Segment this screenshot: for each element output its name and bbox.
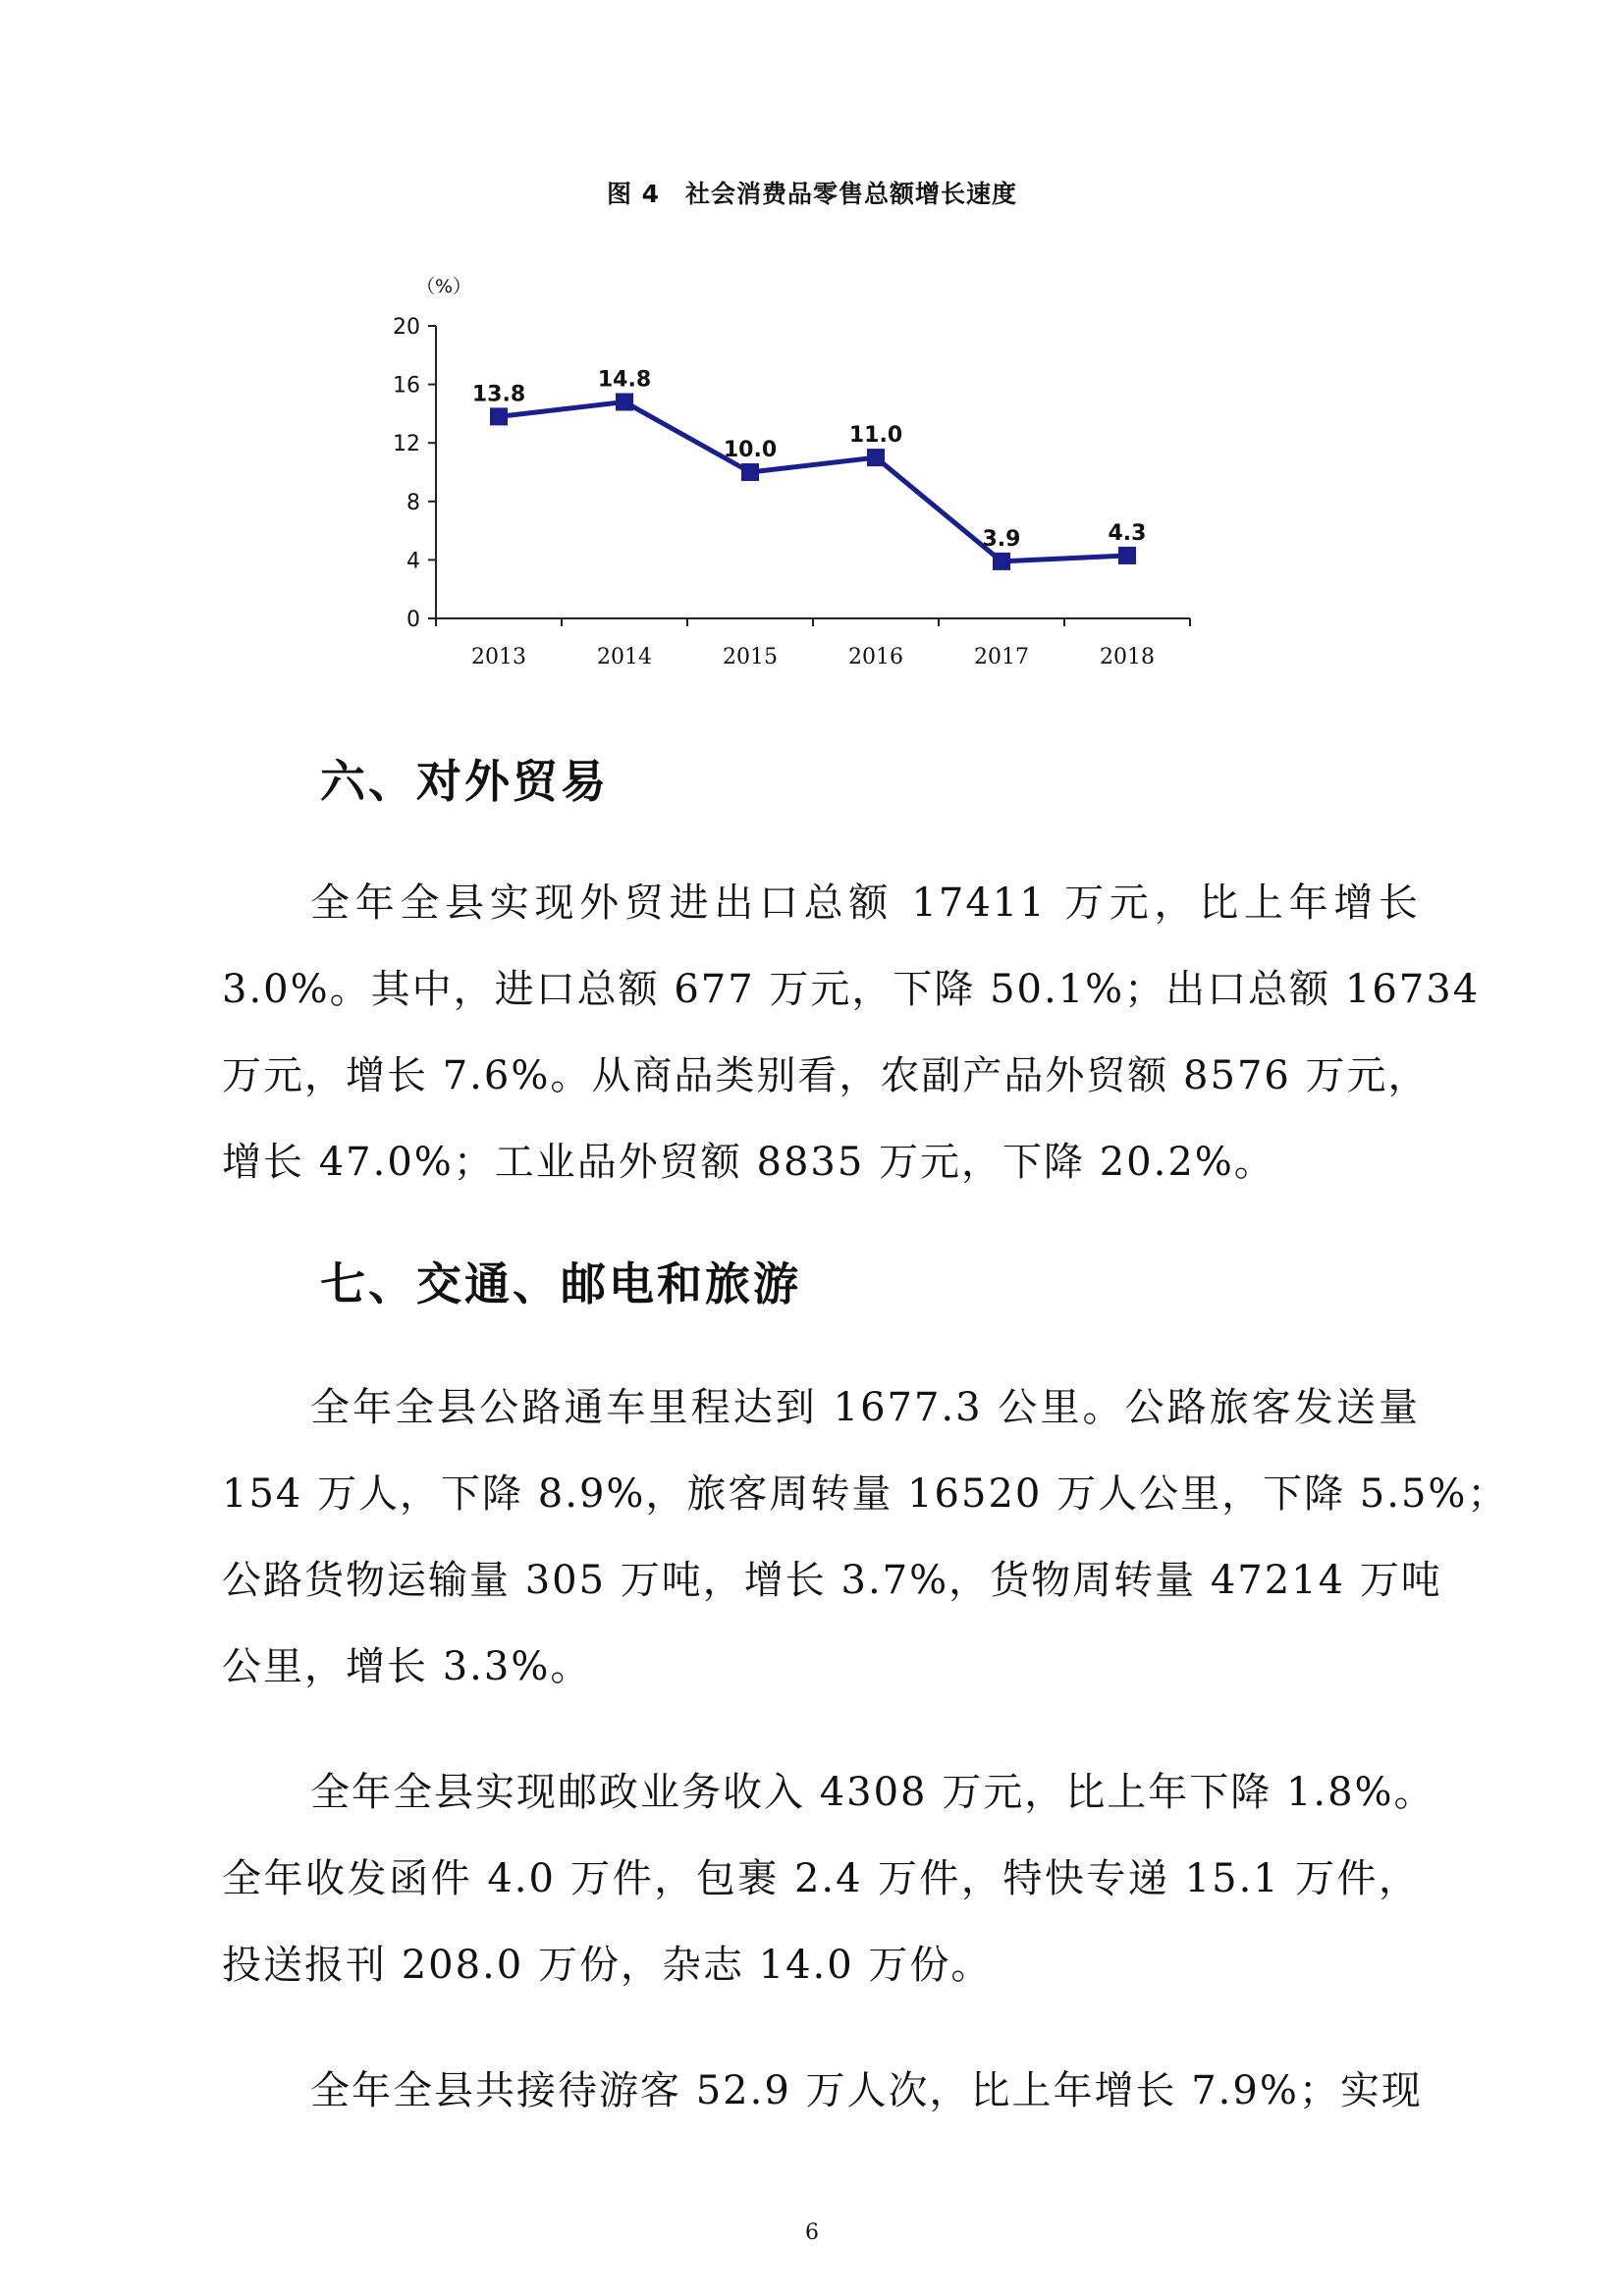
x-tick-label: 2018 <box>1100 645 1155 669</box>
x-tick-label: 2015 <box>723 645 778 669</box>
x-tick-label: 2014 <box>597 645 652 669</box>
paragraph-line: 公路货物运输量 305 万吨，增长 3.7%，货物周转量 47214 万吨 <box>222 1558 1442 1603</box>
chart-title: 图 4 社会消费品零售总额增长速度 <box>606 180 1018 208</box>
page-number: 6 <box>805 2220 819 2245</box>
data-label: 10.0 <box>723 438 778 462</box>
paragraph-line: 万元，增长 7.6%。从商品类别看，农副产品外贸额 8576 万元， <box>222 1053 1430 1098</box>
y-tick-label: 12 <box>393 432 420 457</box>
data-label: 14.8 <box>597 367 652 393</box>
y-tick-label: 20 <box>393 315 420 340</box>
x-tick-label: 2013 <box>471 645 526 669</box>
paragraph-line: 全年全县实现外贸进出口总额 17411 万元，比上年增长 <box>310 881 1420 926</box>
paragraph-line: 154 万人，下降 8.9%，旅客周转量 16520 万人公里，下降 5.5%； <box>222 1471 1509 1517</box>
data-point <box>1118 547 1136 564</box>
data-point <box>993 553 1010 570</box>
paragraph-line: 全年全县公路通车里程达到 1677.3 公里。公路旅客发送量 <box>310 1385 1420 1430</box>
y-tick-label: 8 <box>406 490 420 515</box>
series-line <box>499 401 1127 561</box>
y-tick-label: 0 <box>406 608 420 632</box>
y-axis-unit-label: （%） <box>415 276 472 297</box>
paragraph-line: 增长 47.0%；工业品外贸额 8835 万元，下降 20.2%。 <box>222 1140 1275 1185</box>
paragraph-line: 全年收发函件 4.0 万件，包裹 2.4 万件，特快专递 15.1 万件， <box>222 1856 1420 1901</box>
paragraph-line: 投送报刊 208.0 万份，杂志 14.0 万份。 <box>222 1943 993 1988</box>
data-label: 3.9 <box>982 526 1021 552</box>
data-label: 11.0 <box>848 423 903 449</box>
data-point <box>616 393 633 410</box>
data-point <box>741 463 759 481</box>
y-tick-label: 4 <box>406 549 420 574</box>
section-heading-transport-post-tourism: 七、交通、邮电和旅游 <box>320 1257 801 1310</box>
data-label: 4.3 <box>1108 520 1147 546</box>
section-heading-foreign-trade: 六、对外贸易 <box>320 755 609 808</box>
y-tick-label: 16 <box>393 373 420 399</box>
x-tick-label: 2016 <box>848 645 903 669</box>
data-label: 13.8 <box>471 382 526 407</box>
data-point <box>867 449 885 466</box>
paragraph-line: 公里，增长 3.3%。 <box>222 1644 592 1689</box>
data-point <box>490 407 508 425</box>
line-chart <box>0 0 1624 707</box>
paragraph-line: 全年全县共接待游客 52.9 万人次，比上年增长 7.9%；实现 <box>310 2068 1423 2113</box>
paragraph-line: 全年全县实现邮政业务收入 4308 万元，比上年下降 1.8%。 <box>310 1770 1435 1815</box>
paragraph-line: 3.0%。其中，进口总额 677 万元，下降 50.1%；出口总额 16734 <box>222 967 1481 1012</box>
x-tick-label: 2017 <box>974 645 1029 669</box>
